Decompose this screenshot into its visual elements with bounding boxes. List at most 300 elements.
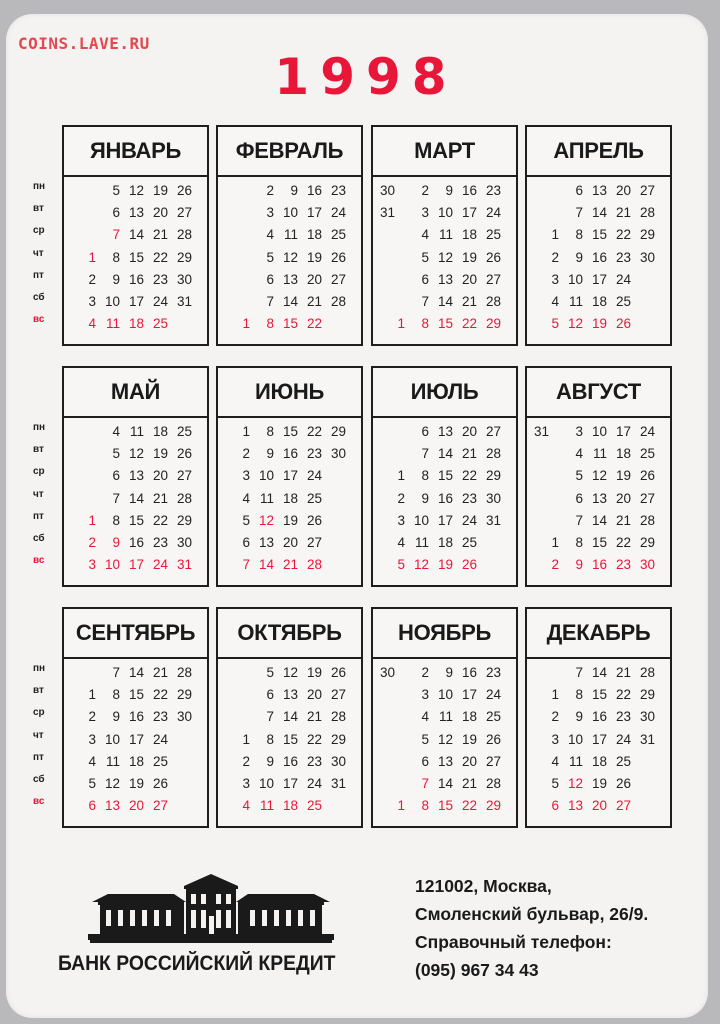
day-cell: 11 bbox=[438, 227, 453, 243]
day-cell: 7 bbox=[112, 490, 120, 506]
day-cell: 21 bbox=[461, 294, 477, 309]
day-cell: 18 bbox=[152, 424, 168, 439]
day-cell: 26 bbox=[485, 731, 501, 747]
day-cell: 18 bbox=[461, 709, 477, 725]
day-cell: 15 bbox=[128, 687, 144, 703]
day-cell: 25 bbox=[639, 446, 655, 462]
day-cell: 6 bbox=[421, 271, 429, 287]
day-cell: 5 bbox=[575, 468, 583, 484]
weekday-label: пт bbox=[33, 751, 44, 763]
day-cell: 16 bbox=[282, 753, 298, 769]
day-cell: 3 bbox=[242, 776, 250, 791]
day-cell: 29 bbox=[639, 687, 655, 703]
day-cell: 12 bbox=[567, 776, 583, 791]
day-cell: 25 bbox=[485, 709, 501, 725]
day-cell: 14 bbox=[437, 776, 453, 791]
day-cell: 21 bbox=[152, 490, 168, 506]
day-cell: 25 bbox=[615, 294, 631, 309]
day-cell: 23 bbox=[306, 753, 322, 769]
day-cell: 5 bbox=[112, 183, 120, 198]
day-cell: 1 bbox=[88, 249, 96, 265]
day-cell: 11 bbox=[259, 490, 274, 506]
day-cell: 26 bbox=[639, 468, 655, 484]
day-cell: 14 bbox=[128, 490, 144, 506]
day-cell: 6 bbox=[242, 535, 250, 550]
day-cell: 18 bbox=[282, 798, 298, 814]
day-cell: 7 bbox=[112, 227, 120, 243]
day-cell: 1 bbox=[88, 687, 96, 703]
day-cell: 1 bbox=[397, 468, 405, 484]
day-cell: 19 bbox=[461, 731, 477, 747]
day-cell: 6 bbox=[575, 490, 583, 506]
weekday-label: чт bbox=[33, 729, 44, 741]
day-cell: 19 bbox=[128, 776, 144, 791]
address-line-postcode: 121002, Москва, bbox=[415, 876, 552, 896]
day-cell: 1 bbox=[397, 316, 405, 332]
day-cell: 29 bbox=[485, 316, 501, 332]
day-cell: 11 bbox=[568, 294, 583, 309]
day-cell: 17 bbox=[306, 205, 322, 221]
month-block bbox=[525, 125, 672, 346]
day-cell: 19 bbox=[461, 249, 477, 265]
day-cell: 9 bbox=[112, 271, 120, 287]
month-days bbox=[371, 177, 518, 346]
day-cell: 21 bbox=[615, 205, 631, 221]
month-name: ИЮЛЬ bbox=[371, 366, 518, 418]
weekday-label: пн bbox=[33, 181, 46, 192]
address-line-street: Смоленский бульвар, 26/9. bbox=[415, 904, 649, 924]
day-cell: 13 bbox=[258, 535, 274, 550]
day-cell: 28 bbox=[639, 665, 655, 680]
day-cell: 10 bbox=[567, 731, 583, 747]
day-cell: 9 bbox=[575, 709, 583, 725]
weekday-label: вс bbox=[33, 796, 45, 808]
day-cell: 7 bbox=[242, 557, 250, 573]
day-cell: 17 bbox=[591, 271, 607, 287]
day-cell: 2 bbox=[397, 490, 405, 506]
day-cell: 24 bbox=[152, 731, 168, 747]
day-cell: 1 bbox=[551, 227, 559, 243]
day-cell: 12 bbox=[591, 468, 607, 484]
day-cell: 19 bbox=[437, 557, 453, 573]
month-block bbox=[371, 366, 518, 587]
day-cell: 22 bbox=[152, 512, 168, 528]
phone-number: (095) 967 34 43 bbox=[415, 960, 539, 980]
day-cell: 13 bbox=[591, 490, 607, 506]
day-cell: 19 bbox=[306, 665, 322, 680]
bank-building-logo bbox=[88, 872, 334, 946]
day-cell: 18 bbox=[128, 753, 144, 769]
day-cell: 28 bbox=[485, 446, 501, 462]
day-cell: 3 bbox=[88, 557, 96, 573]
day-cell: 6 bbox=[266, 271, 274, 287]
day-cell: 25 bbox=[615, 753, 631, 769]
day-cell: 4 bbox=[551, 753, 559, 769]
day-cell: 10 bbox=[258, 468, 274, 484]
day-cell: 11 bbox=[414, 535, 429, 550]
day-cell: 31 bbox=[330, 776, 346, 791]
day-cell: 10 bbox=[413, 512, 429, 528]
day-cell: 9 bbox=[266, 446, 274, 462]
day-cell: 12 bbox=[437, 249, 453, 265]
day-cell: 14 bbox=[282, 294, 298, 309]
day-cell: 2 bbox=[242, 446, 250, 462]
month-days bbox=[62, 659, 209, 828]
day-cell: 18 bbox=[128, 316, 144, 332]
month-days bbox=[216, 177, 363, 346]
day-cell: 23 bbox=[615, 709, 631, 725]
day-cell: 4 bbox=[421, 227, 429, 243]
day-cell: 15 bbox=[282, 316, 298, 332]
day-cell: 12 bbox=[128, 446, 144, 462]
day-cell: 4 bbox=[242, 798, 250, 814]
day-cell: 5 bbox=[551, 316, 559, 332]
weekday-label: ср bbox=[33, 707, 45, 719]
day-cell: 26 bbox=[485, 249, 501, 265]
day-cell: 24 bbox=[461, 512, 477, 528]
weekday-label: пт bbox=[33, 510, 44, 522]
day-cell: 9 bbox=[445, 183, 453, 198]
day-cell: 25 bbox=[485, 227, 501, 243]
month-name: ИЮНЬ bbox=[216, 366, 363, 418]
day-cell: 16 bbox=[591, 557, 607, 573]
day-cell: 27 bbox=[639, 490, 655, 506]
day-cell: 5 bbox=[112, 446, 120, 462]
day-cell: 24 bbox=[615, 271, 631, 287]
day-cell: 10 bbox=[104, 294, 120, 309]
day-cell: 7 bbox=[266, 709, 274, 725]
day-cell: 11 bbox=[568, 753, 583, 769]
day-cell: 2 bbox=[88, 535, 96, 550]
day-cell: 27 bbox=[615, 798, 631, 814]
day-cell: 22 bbox=[461, 468, 477, 484]
month-name: МАЙ bbox=[62, 366, 209, 418]
day-cell: 27 bbox=[306, 535, 322, 550]
day-cell: 15 bbox=[128, 512, 144, 528]
day-cell: 30 bbox=[176, 271, 192, 287]
day-cell: 29 bbox=[176, 249, 192, 265]
watermark: COINS.LAVE.RU bbox=[18, 34, 150, 53]
day-cell: 15 bbox=[437, 798, 453, 814]
day-cell: 17 bbox=[615, 424, 631, 439]
day-cell: 23 bbox=[615, 557, 631, 573]
day-cell: 9 bbox=[290, 183, 298, 198]
day-cell: 19 bbox=[152, 446, 168, 462]
day-cell: 16 bbox=[128, 535, 144, 550]
day-cell: 17 bbox=[128, 731, 144, 747]
day-cell: 3 bbox=[266, 205, 274, 221]
day-cell: 7 bbox=[112, 665, 120, 680]
weekday-label: пн bbox=[33, 422, 46, 433]
day-cell: 21 bbox=[152, 665, 168, 680]
day-cell: 1 bbox=[242, 731, 250, 747]
day-cell: 22 bbox=[306, 731, 322, 747]
day-cell: 22 bbox=[615, 535, 631, 550]
month-block bbox=[216, 125, 363, 346]
day-cell: 10 bbox=[104, 557, 120, 573]
day-cell: 11 bbox=[592, 446, 607, 462]
day-cell: 25 bbox=[306, 798, 322, 814]
day-cell: 26 bbox=[176, 446, 192, 462]
day-cell: 4 bbox=[112, 424, 120, 439]
day-cell: 3 bbox=[397, 512, 405, 528]
day-cell: 21 bbox=[152, 227, 168, 243]
day-cell: 28 bbox=[330, 709, 346, 725]
day-cell: 15 bbox=[282, 731, 298, 747]
day-cell: 31 bbox=[379, 205, 395, 221]
day-cell: 18 bbox=[591, 753, 607, 769]
day-cell: 11 bbox=[129, 424, 144, 439]
day-cell: 4 bbox=[575, 446, 583, 462]
day-cell: 10 bbox=[591, 424, 607, 439]
day-cell: 27 bbox=[330, 687, 346, 703]
day-cell: 10 bbox=[437, 205, 453, 221]
day-cell: 13 bbox=[437, 424, 453, 439]
day-cell: 27 bbox=[152, 798, 168, 814]
day-cell: 13 bbox=[567, 798, 583, 814]
month-name: НОЯБРЬ bbox=[371, 607, 518, 659]
month-name: МАРТ bbox=[371, 125, 518, 177]
day-cell: 19 bbox=[306, 249, 322, 265]
day-cell: 23 bbox=[461, 490, 477, 506]
day-cell: 17 bbox=[461, 205, 477, 221]
day-cell: 16 bbox=[461, 183, 477, 198]
day-cell: 23 bbox=[330, 183, 346, 198]
day-cell: 30 bbox=[639, 709, 655, 725]
day-cell: 14 bbox=[128, 665, 144, 680]
weekday-label: ср bbox=[33, 466, 45, 478]
day-cell: 15 bbox=[591, 687, 607, 703]
day-cell: 11 bbox=[105, 316, 120, 332]
day-cell: 28 bbox=[176, 490, 192, 506]
day-cell: 2 bbox=[242, 753, 250, 769]
day-cell: 14 bbox=[128, 227, 144, 243]
day-cell: 15 bbox=[591, 227, 607, 243]
day-cell: 8 bbox=[421, 468, 429, 484]
calendar-year: 1998 bbox=[274, 48, 458, 106]
day-cell: 25 bbox=[152, 753, 168, 769]
day-cell: 22 bbox=[152, 249, 168, 265]
day-cell: 20 bbox=[306, 687, 322, 703]
day-cell: 17 bbox=[437, 512, 453, 528]
day-cell: 14 bbox=[591, 205, 607, 221]
day-cell: 23 bbox=[152, 271, 168, 287]
day-cell: 10 bbox=[437, 687, 453, 703]
day-cell: 21 bbox=[461, 446, 477, 462]
day-cell: 2 bbox=[88, 709, 96, 725]
day-cell: 16 bbox=[591, 709, 607, 725]
day-cell: 17 bbox=[128, 294, 144, 309]
month-name: ОКТЯБРЬ bbox=[216, 607, 363, 659]
day-cell: 29 bbox=[639, 227, 655, 243]
day-cell: 20 bbox=[591, 798, 607, 814]
day-cell: 7 bbox=[266, 294, 274, 309]
day-cell: 29 bbox=[330, 424, 346, 439]
month-name: СЕНТЯБРЬ bbox=[62, 607, 209, 659]
weekday-label: сб bbox=[33, 533, 45, 544]
day-cell: 30 bbox=[176, 709, 192, 725]
day-cell: 15 bbox=[282, 424, 298, 439]
month-days bbox=[62, 418, 209, 587]
day-cell: 10 bbox=[567, 271, 583, 287]
day-cell: 9 bbox=[575, 249, 583, 265]
day-cell: 20 bbox=[461, 271, 477, 287]
day-cell: 26 bbox=[615, 316, 631, 332]
day-cell: 28 bbox=[639, 205, 655, 221]
month-block bbox=[216, 366, 363, 587]
day-cell: 24 bbox=[306, 468, 322, 484]
day-cell: 15 bbox=[591, 535, 607, 550]
day-cell: 20 bbox=[461, 753, 477, 769]
day-cell: 20 bbox=[306, 271, 322, 287]
day-cell: 19 bbox=[591, 316, 607, 332]
day-cell: 8 bbox=[575, 687, 583, 703]
month-block bbox=[525, 607, 672, 828]
day-cell: 22 bbox=[306, 316, 322, 332]
day-cell: 14 bbox=[591, 665, 607, 680]
day-cell: 14 bbox=[437, 294, 453, 309]
day-cell: 28 bbox=[176, 227, 192, 243]
day-cell: 2 bbox=[421, 183, 429, 198]
day-cell: 31 bbox=[176, 557, 192, 573]
day-cell: 27 bbox=[485, 753, 501, 769]
day-cell: 18 bbox=[306, 227, 322, 243]
day-cell: 14 bbox=[437, 446, 453, 462]
month-block bbox=[62, 607, 209, 828]
day-cell: 21 bbox=[282, 557, 298, 573]
day-cell: 26 bbox=[306, 512, 322, 528]
day-cell: 11 bbox=[438, 709, 453, 725]
day-cell: 5 bbox=[421, 731, 429, 747]
day-cell: 12 bbox=[282, 665, 298, 680]
day-cell: 20 bbox=[615, 183, 631, 198]
day-cell: 6 bbox=[88, 798, 96, 814]
day-cell: 6 bbox=[112, 205, 120, 221]
day-cell: 21 bbox=[461, 776, 477, 791]
weekday-label: вт bbox=[33, 685, 44, 697]
day-cell: 22 bbox=[306, 424, 322, 439]
day-cell: 24 bbox=[330, 205, 346, 221]
day-cell: 20 bbox=[461, 424, 477, 439]
day-cell: 29 bbox=[176, 512, 192, 528]
month-block bbox=[62, 366, 209, 587]
day-cell: 13 bbox=[282, 271, 298, 287]
day-cell: 30 bbox=[639, 249, 655, 265]
day-cell: 3 bbox=[421, 205, 429, 221]
day-cell: 31 bbox=[533, 424, 549, 439]
day-cell: 12 bbox=[258, 512, 274, 528]
day-cell: 6 bbox=[551, 798, 559, 814]
day-cell: 13 bbox=[282, 687, 298, 703]
day-cell: 23 bbox=[306, 446, 322, 462]
day-cell: 30 bbox=[330, 446, 346, 462]
weekday-label: чт bbox=[33, 247, 44, 259]
day-cell: 17 bbox=[282, 776, 298, 791]
day-cell: 4 bbox=[551, 294, 559, 309]
day-cell: 4 bbox=[88, 316, 96, 332]
day-cell: 14 bbox=[282, 709, 298, 725]
day-cell: 5 bbox=[266, 665, 274, 680]
day-cell: 24 bbox=[306, 776, 322, 791]
day-cell: 30 bbox=[379, 183, 395, 198]
day-cell: 13 bbox=[437, 271, 453, 287]
day-cell: 28 bbox=[330, 294, 346, 309]
day-cell: 2 bbox=[551, 709, 559, 725]
day-cell: 23 bbox=[152, 535, 168, 550]
day-cell: 30 bbox=[639, 557, 655, 573]
day-cell: 25 bbox=[461, 535, 477, 550]
day-cell: 3 bbox=[88, 731, 96, 747]
day-cell: 2 bbox=[266, 183, 274, 198]
day-cell: 19 bbox=[591, 776, 607, 791]
day-cell: 29 bbox=[176, 687, 192, 703]
day-cell: 5 bbox=[242, 512, 250, 528]
day-cell: 27 bbox=[485, 271, 501, 287]
day-cell: 17 bbox=[591, 731, 607, 747]
day-cell: 20 bbox=[282, 535, 298, 550]
day-cell: 19 bbox=[615, 468, 631, 484]
day-cell: 3 bbox=[88, 294, 96, 309]
day-cell: 28 bbox=[639, 512, 655, 528]
day-cell: 21 bbox=[615, 512, 631, 528]
day-cell: 17 bbox=[461, 687, 477, 703]
day-cell: 6 bbox=[112, 468, 120, 484]
day-cell: 27 bbox=[639, 183, 655, 198]
day-cell: 29 bbox=[639, 535, 655, 550]
day-cell: 11 bbox=[259, 798, 274, 814]
day-cell: 5 bbox=[397, 557, 405, 573]
day-cell: 17 bbox=[282, 468, 298, 484]
day-cell: 25 bbox=[152, 316, 168, 332]
bank-contacts bbox=[415, 872, 648, 984]
day-cell: 8 bbox=[112, 249, 120, 265]
weekday-label: ср bbox=[33, 225, 45, 237]
bank-name: БАНК РОССИЙСКИЙ КРЕДИТ bbox=[58, 952, 336, 975]
day-cell: 26 bbox=[615, 776, 631, 791]
day-cell: 15 bbox=[128, 249, 144, 265]
weekday-label: сб bbox=[33, 292, 45, 303]
day-cell: 7 bbox=[575, 665, 583, 680]
month-days bbox=[525, 659, 672, 828]
day-cell: 1 bbox=[88, 512, 96, 528]
day-cell: 24 bbox=[615, 731, 631, 747]
day-cell: 12 bbox=[437, 731, 453, 747]
day-cell: 15 bbox=[437, 316, 453, 332]
day-cell: 30 bbox=[330, 753, 346, 769]
day-cell: 1 bbox=[551, 535, 559, 550]
day-cell: 12 bbox=[104, 776, 120, 791]
month-block bbox=[371, 607, 518, 828]
day-cell: 24 bbox=[152, 557, 168, 573]
day-cell: 4 bbox=[88, 753, 96, 769]
day-cell: 13 bbox=[437, 753, 453, 769]
day-cell: 25 bbox=[306, 490, 322, 506]
day-cell: 16 bbox=[461, 665, 477, 680]
day-cell: 8 bbox=[112, 512, 120, 528]
day-cell: 7 bbox=[575, 205, 583, 221]
day-cell: 22 bbox=[461, 798, 477, 814]
day-cell: 13 bbox=[104, 798, 120, 814]
day-cell: 8 bbox=[266, 316, 274, 332]
weekday-label: вт bbox=[33, 444, 44, 456]
month-name: АПРЕЛЬ bbox=[525, 125, 672, 177]
day-cell: 8 bbox=[266, 424, 274, 439]
day-cell: 2 bbox=[421, 665, 429, 680]
day-cell: 26 bbox=[176, 183, 192, 198]
day-cell: 5 bbox=[266, 249, 274, 265]
day-cell: 16 bbox=[282, 446, 298, 462]
day-cell: 18 bbox=[591, 294, 607, 309]
